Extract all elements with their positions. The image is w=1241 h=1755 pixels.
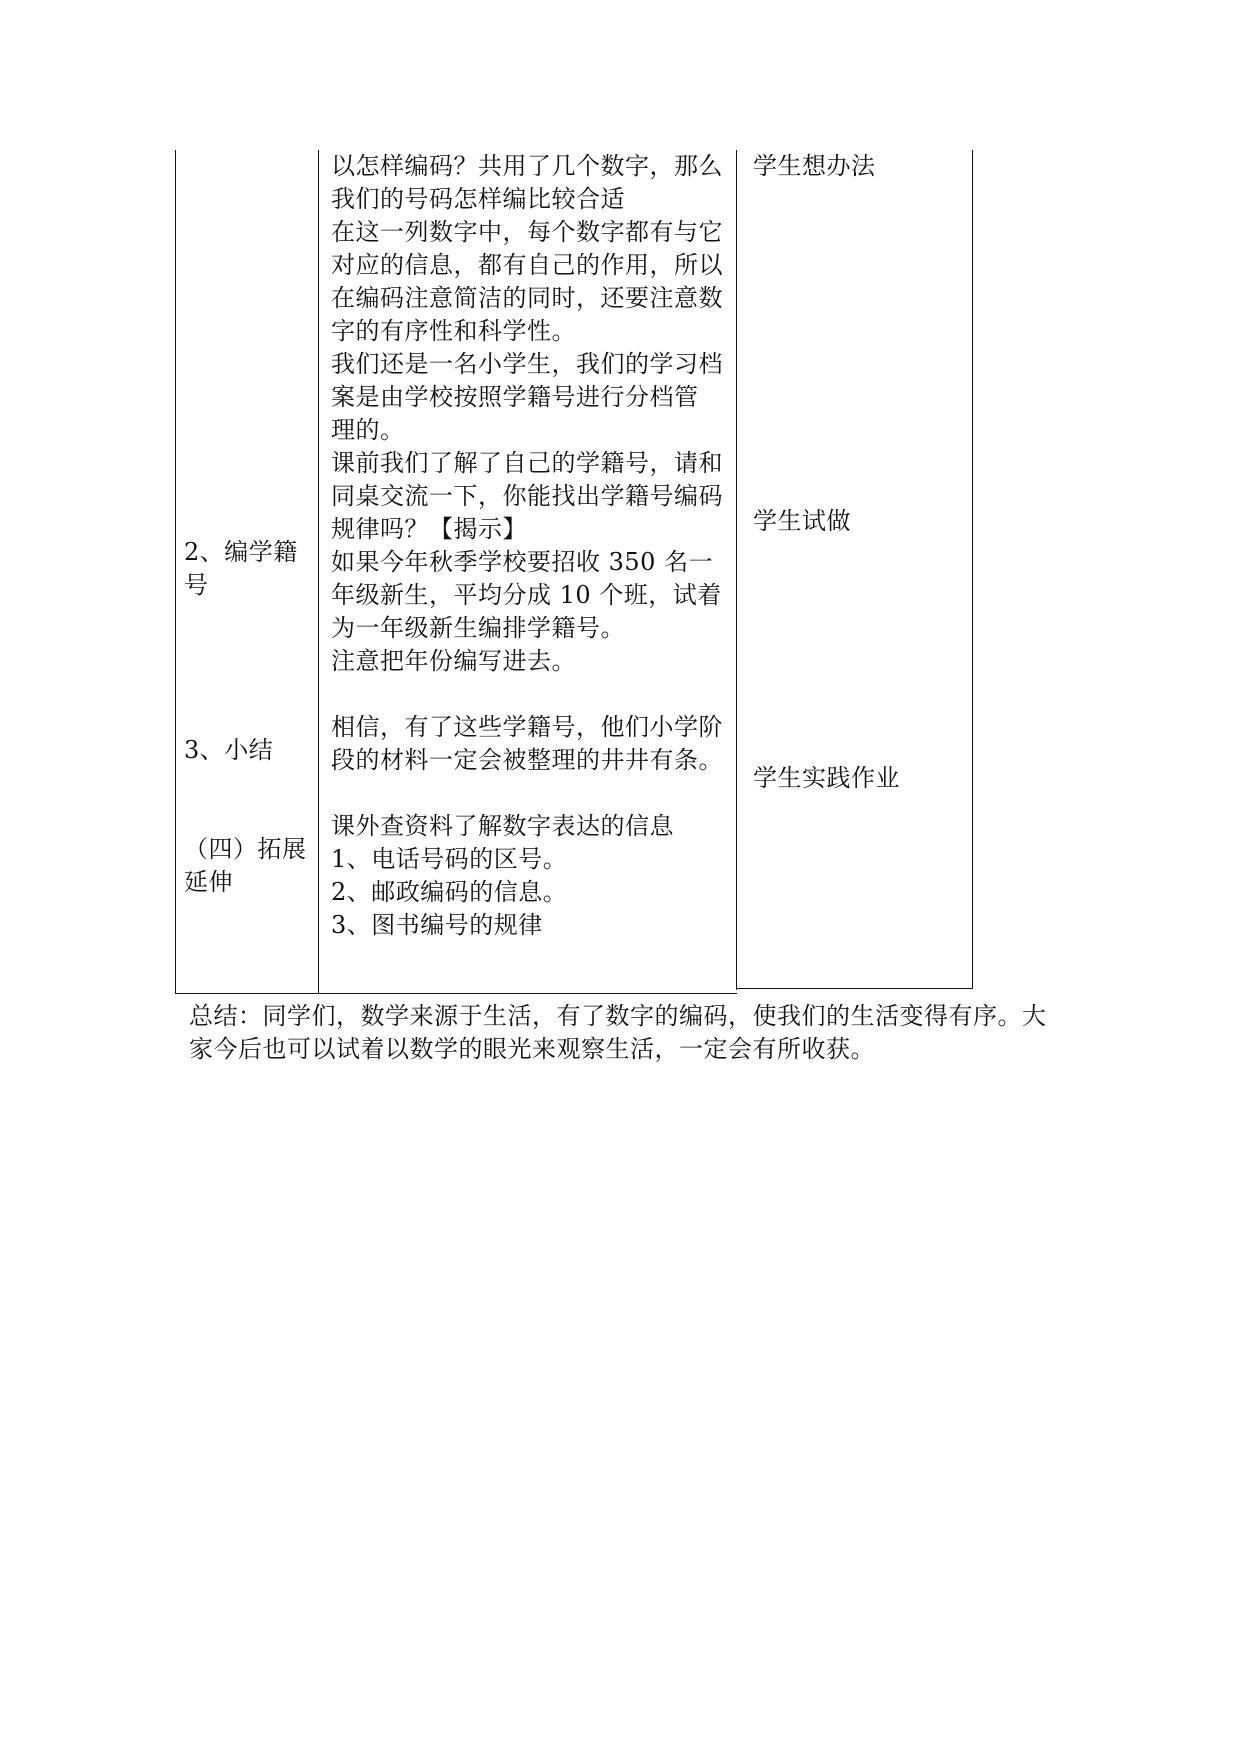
content-line: 3、图书编号的规律 xyxy=(331,911,543,939)
content-line: 在编码注意简洁的同时，还要注意数 xyxy=(331,284,723,312)
student-activity-2-text: 学生试做 xyxy=(753,507,851,535)
content-line: 在这一列数字中，每个数字都有与它 xyxy=(331,218,723,246)
content-line: 2、邮政编码的信息。 xyxy=(331,878,568,906)
summary-paragraph xyxy=(189,1000,1069,1066)
content-line: 相信，有了这些学籍号，他们小学阶 xyxy=(331,713,723,741)
student-activity-3 xyxy=(753,762,900,795)
content-line: 1、电话号码的区号。 xyxy=(331,845,568,873)
content-line: 如果今年秋季学校要招收 350 名一 xyxy=(331,548,714,576)
stage-item-2 xyxy=(184,536,298,602)
table-divider-1 xyxy=(318,150,319,993)
stage-item-4 xyxy=(184,833,307,899)
table-right-border xyxy=(972,150,973,988)
stage-item-3-line: 3、小结 xyxy=(184,736,274,764)
lesson-table xyxy=(175,150,975,1002)
content-line: 规律吗？【揭示】 xyxy=(331,515,527,543)
content-line: 理的。 xyxy=(331,416,405,444)
content-line: 案是由学校按照学籍号进行分档管 xyxy=(331,383,699,411)
content-line: 为一年级新生编排学籍号。 xyxy=(331,614,625,642)
student-activity-1 xyxy=(753,150,876,183)
student-activity-3-text: 学生实践作业 xyxy=(753,764,900,792)
stage-item-4-line-1: （四）拓展 xyxy=(184,835,307,863)
student-activity-1-text: 学生想办法 xyxy=(753,152,876,180)
summary-line-2: 家今后也可以试着以数学的眼光来观察生活，一定会有所收获。 xyxy=(189,1035,875,1063)
summary-line-1: 总结：同学们，数学来源于生活，有了数字的编码，使我们的生活变得有序。大 xyxy=(189,1002,1047,1030)
content-line: 课外查资料了解数字表达的信息 xyxy=(331,812,674,840)
content-gap xyxy=(331,777,741,810)
stage-item-2-line-2: 号 xyxy=(184,571,209,599)
content-line: 段的材料一定会被整理的井井有条。 xyxy=(331,746,723,774)
table-left-border xyxy=(175,150,176,993)
content-line: 注意把年份编写进去。 xyxy=(331,647,576,675)
stage-item-3 xyxy=(184,734,273,767)
content-line: 我们的号码怎样编比较合适 xyxy=(331,185,625,213)
content-column xyxy=(331,150,741,942)
content-line: 同桌交流一下，你能找出学籍号编码 xyxy=(331,482,723,510)
content-line: 课前我们了解了自己的学籍号，请和 xyxy=(331,449,723,477)
content-line: 对应的信息，都有自己的作用，所以 xyxy=(331,251,723,279)
content-line: 我们还是一名小学生，我们的学习档 xyxy=(331,350,723,378)
table-bottom-border-right xyxy=(736,988,973,989)
student-activity-2 xyxy=(753,505,851,538)
content-line: 字的有序性和科学性。 xyxy=(331,317,576,345)
content-line: 年级新生，平均分成 10 个班，试着 xyxy=(331,581,722,609)
stage-item-2-line-1: 2、编学籍 xyxy=(184,538,298,566)
content-line: 以怎样编码？共用了几个数字，那么 xyxy=(331,152,723,180)
stage-item-4-line-2: 延伸 xyxy=(184,868,233,896)
table-bottom-border-left xyxy=(175,993,737,994)
content-gap xyxy=(331,678,741,711)
